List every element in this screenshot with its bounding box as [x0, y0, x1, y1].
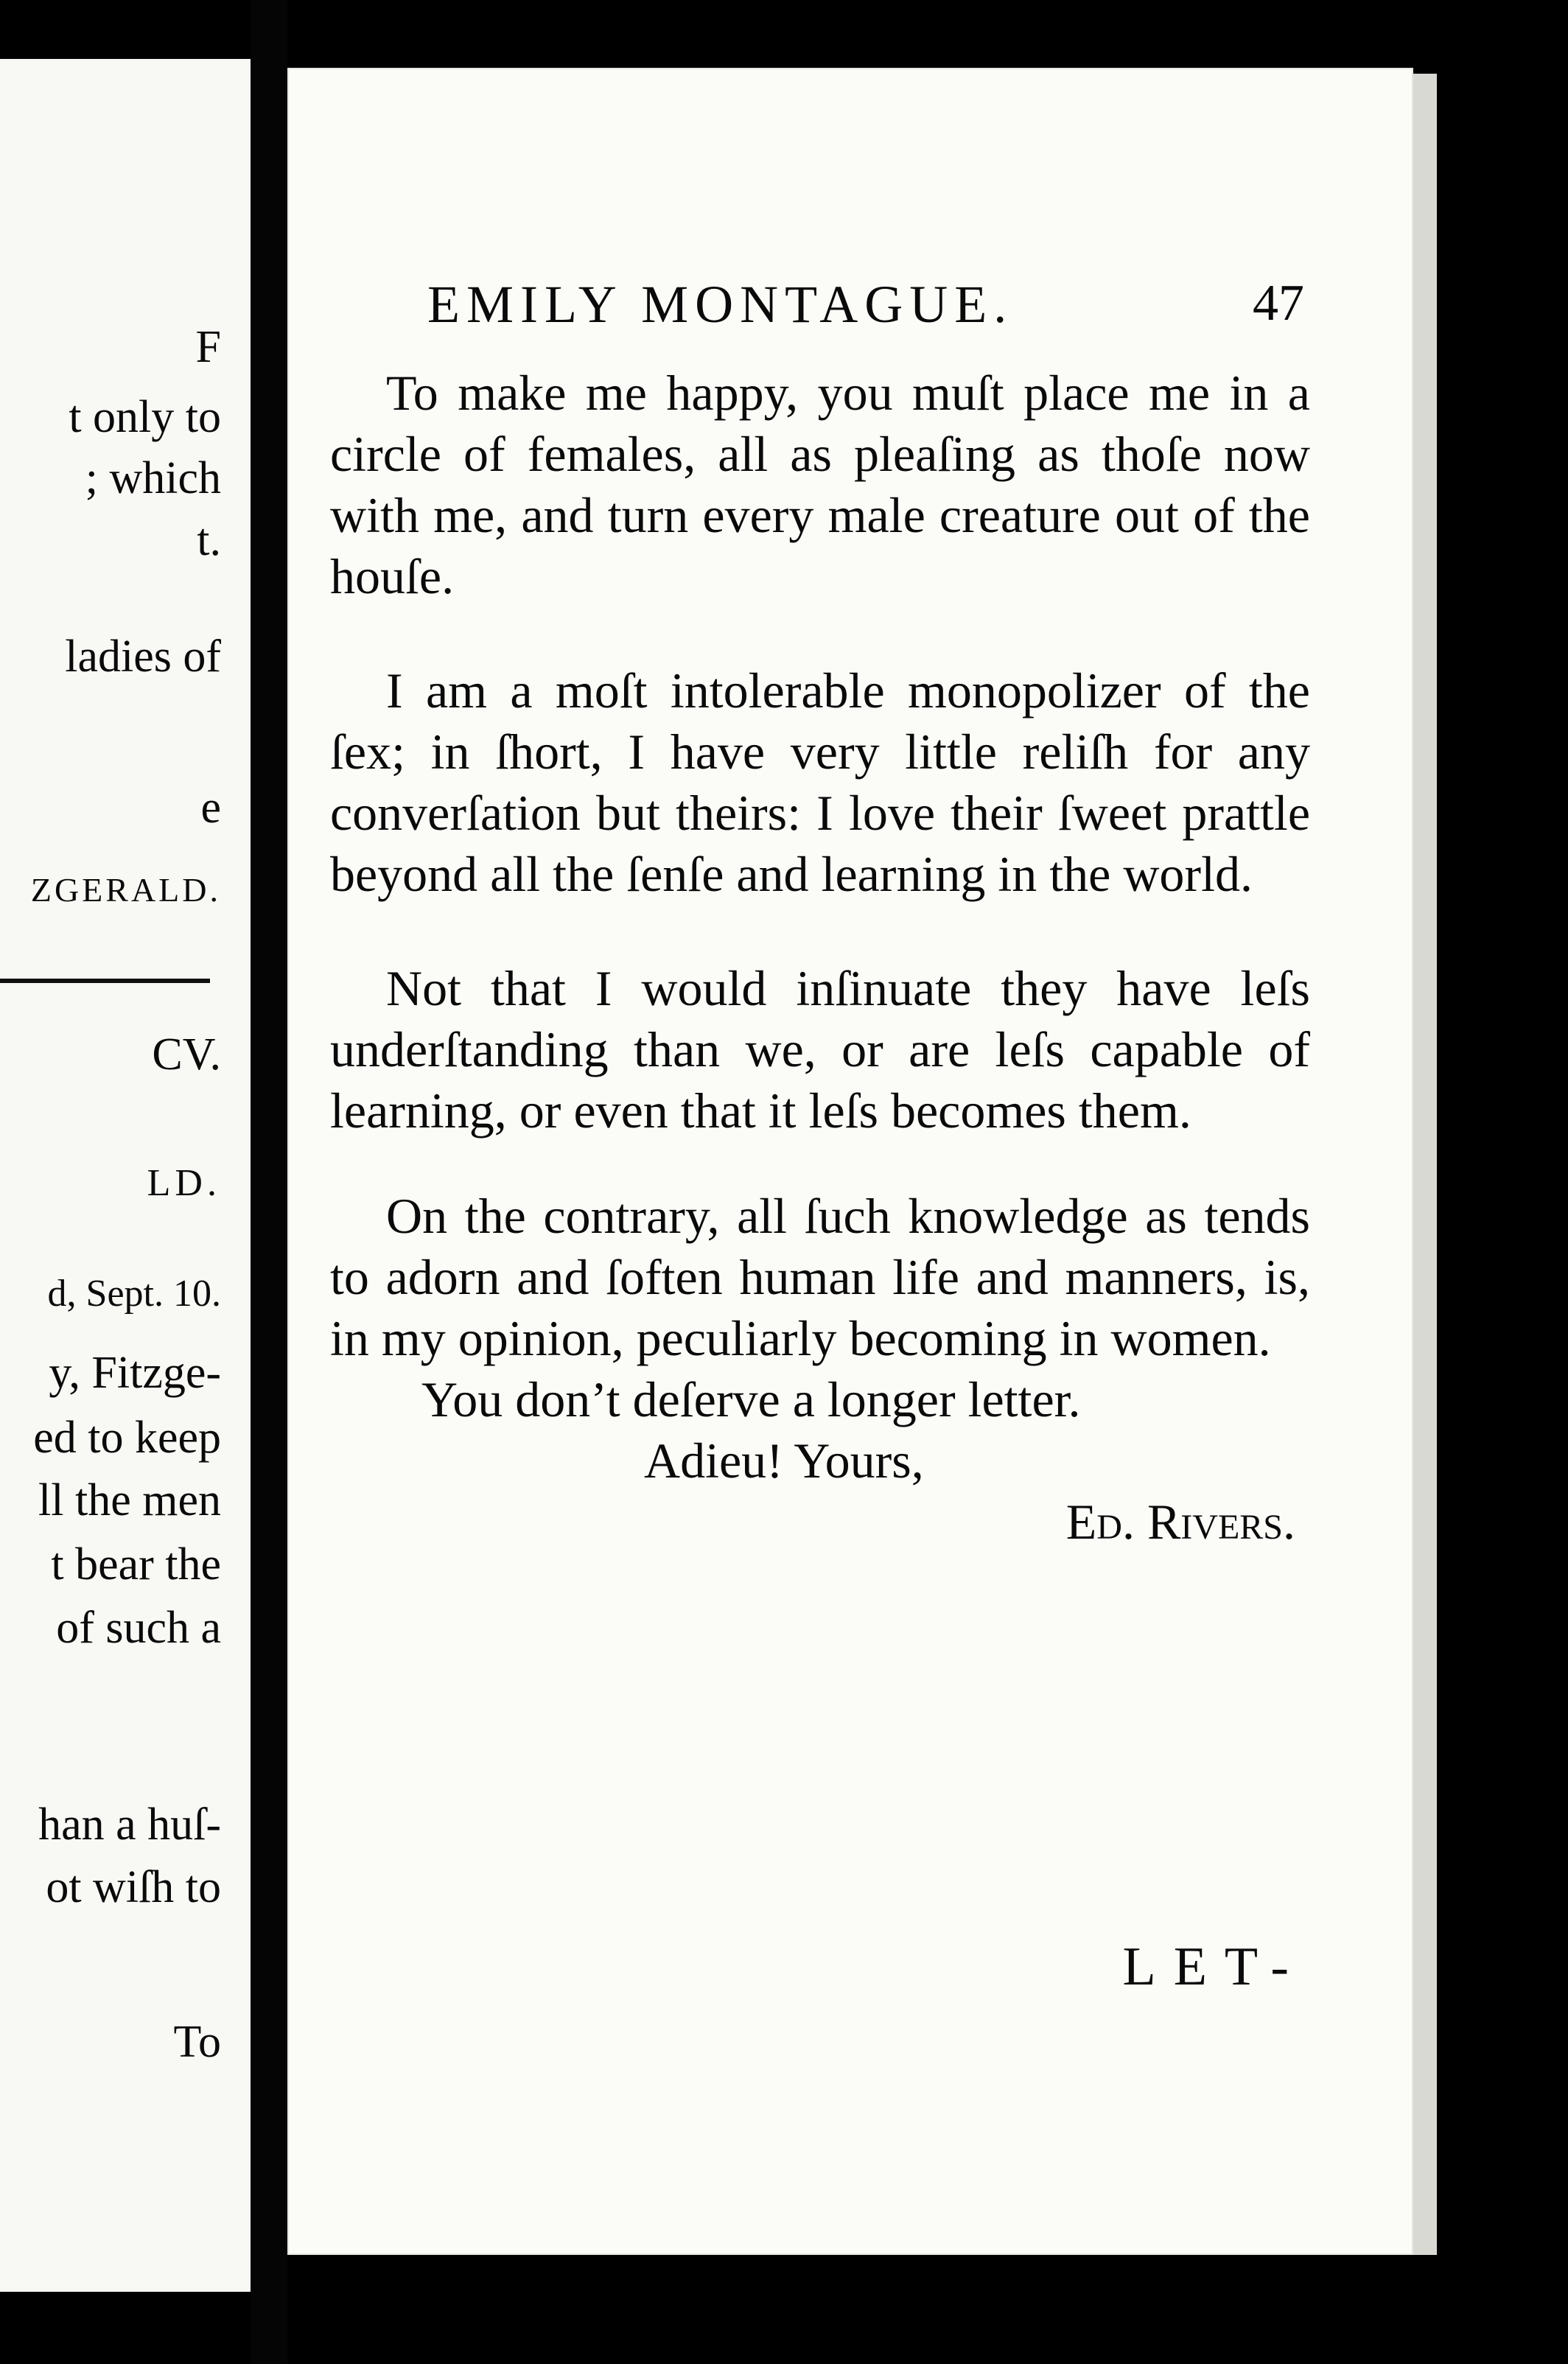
previous-page: [0, 59, 251, 2292]
left-page-line: ot wiſh to: [46, 1862, 221, 1912]
left-page-line: ; which: [85, 453, 221, 503]
left-page-line: ed to keep: [33, 1413, 221, 1463]
current-page: [287, 68, 1413, 2255]
page-header: [427, 275, 1304, 344]
left-page-rule: [0, 979, 210, 983]
left-page-line: CV.: [152, 1029, 221, 1080]
left-page-line: t only to: [69, 392, 221, 442]
catchword: LET-: [1122, 1937, 1306, 1997]
signature: Ed. Rivers.: [1065, 1494, 1295, 1550]
page-number: 47: [1253, 275, 1304, 332]
left-page-line: of such a: [56, 1603, 221, 1653]
closing-line: You don’t deſerve a longer letter.: [421, 1371, 1081, 1427]
paragraph: Not that I would inſinuate they have leſs underſtanding than we, or are leſs capable of learning, or even that it leſs becomes them.: [330, 960, 1310, 1139]
left-page-line: To: [173, 2017, 221, 2067]
page-edge: [1413, 74, 1437, 2255]
left-page-line: y, Fitzge-: [49, 1348, 221, 1398]
letter-body: [330, 363, 1310, 1553]
left-page-line: e: [200, 783, 221, 833]
left-page-line: LD.: [147, 1162, 221, 1204]
salutation: Adieu! Yours,: [644, 1433, 924, 1489]
paragraph: To make me happy, you muſt place me in a circle of females, all as pleaſing as thoſe now with me, and turn every male creature out of the houſe.: [330, 365, 1310, 604]
running-title: EMILY MONTAGUE.: [427, 275, 1014, 334]
left-page-line: ll the men: [38, 1475, 221, 1525]
book-gutter: [251, 0, 287, 2364]
left-page-line: t.: [197, 515, 221, 565]
left-page-line: ZGERALD.: [30, 871, 221, 909]
left-page-line: ladies of: [65, 632, 221, 682]
left-page-line: F: [195, 322, 221, 372]
left-page-line: t bear the: [51, 1539, 221, 1590]
paragraph: I am a moſt intolerable monopolizer of the ſex; in ſhort, I have very little reliſh for any converſation but theirs: I love their ſweet prattle beyond all the ſenſe and learning in the world.: [330, 662, 1310, 902]
left-page-line: d, Sept. 10.: [47, 1273, 221, 1315]
paragraph: On the contrary, all ſuch knowledge as tends to adorn and ſoften human life and manners, is, in my opinion, peculiarly becoming in women.: [330, 1188, 1310, 1366]
left-page-line: han a huſ-: [38, 1800, 221, 1850]
